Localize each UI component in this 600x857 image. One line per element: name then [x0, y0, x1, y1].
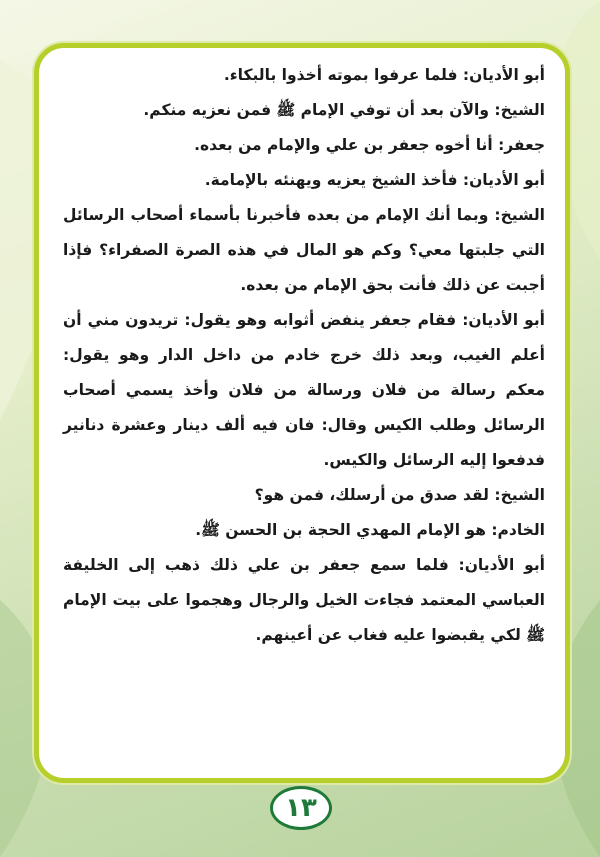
paragraph: الشيخ: وبما أنك الإمام من بعده فأخبرنا بأسماء أصحاب الرسائل التي جلبتها معي؟ وكم هو المال في هذه الصرة الصفراء؟ فإذا أجبت عن ذلك فأنت بحق الإمام من بعده. [63, 206, 545, 294]
paragraph: الخادم: هو الإمام المهدي الحجة بن الحسن ﷺ. [195, 521, 545, 539]
page-number: ١٣ [270, 786, 332, 830]
paragraph: أبو الأديان: فلما عرفوا بموته أخذوا بالبكاء. [223, 66, 545, 84]
paragraph: أبو الأديان: فأخذ الشيخ يعزيه ويهنئه بالإمامة. [204, 171, 545, 189]
paragraph: الشيخ: لقد صدق من أرسلك، فمن هو؟ [254, 486, 545, 504]
paragraph: جعفر: أنا أخوه جعفر بن علي والإمام من بعده. [194, 136, 545, 154]
dialogue-text [63, 58, 545, 653]
paragraph: أبو الأديان: فلما سمع جعفر بن علي ذلك ذهب إلى الخليفة العباسي المعتمد فجاءت الخيل والرجال وهجموا على بيت الإمام ﷺ لكي يقبضوا عليه فغاب عن أعينهم. [63, 556, 545, 644]
text-frame [34, 43, 570, 783]
paragraph: أبو الأديان: فقام جعفر ينفض أثوابه وهو يقول: تريدون مني أن أعلم الغيب، وبعد ذلك خرج خادم من داخل الدار وهو يقول: معكم رسالة من فلان ورسالة من فلان وأخذ يسمي أصحاب الرسائل وطلب الكيس وقال: فان فيه ألف دينار وعشرة دنانير فدفعوا إليه الرسائل والكيس. [63, 311, 545, 469]
paragraph: الشيخ: والآن بعد أن توفي الإمام ﷺ فمن نعزيه منكم. [143, 101, 545, 119]
